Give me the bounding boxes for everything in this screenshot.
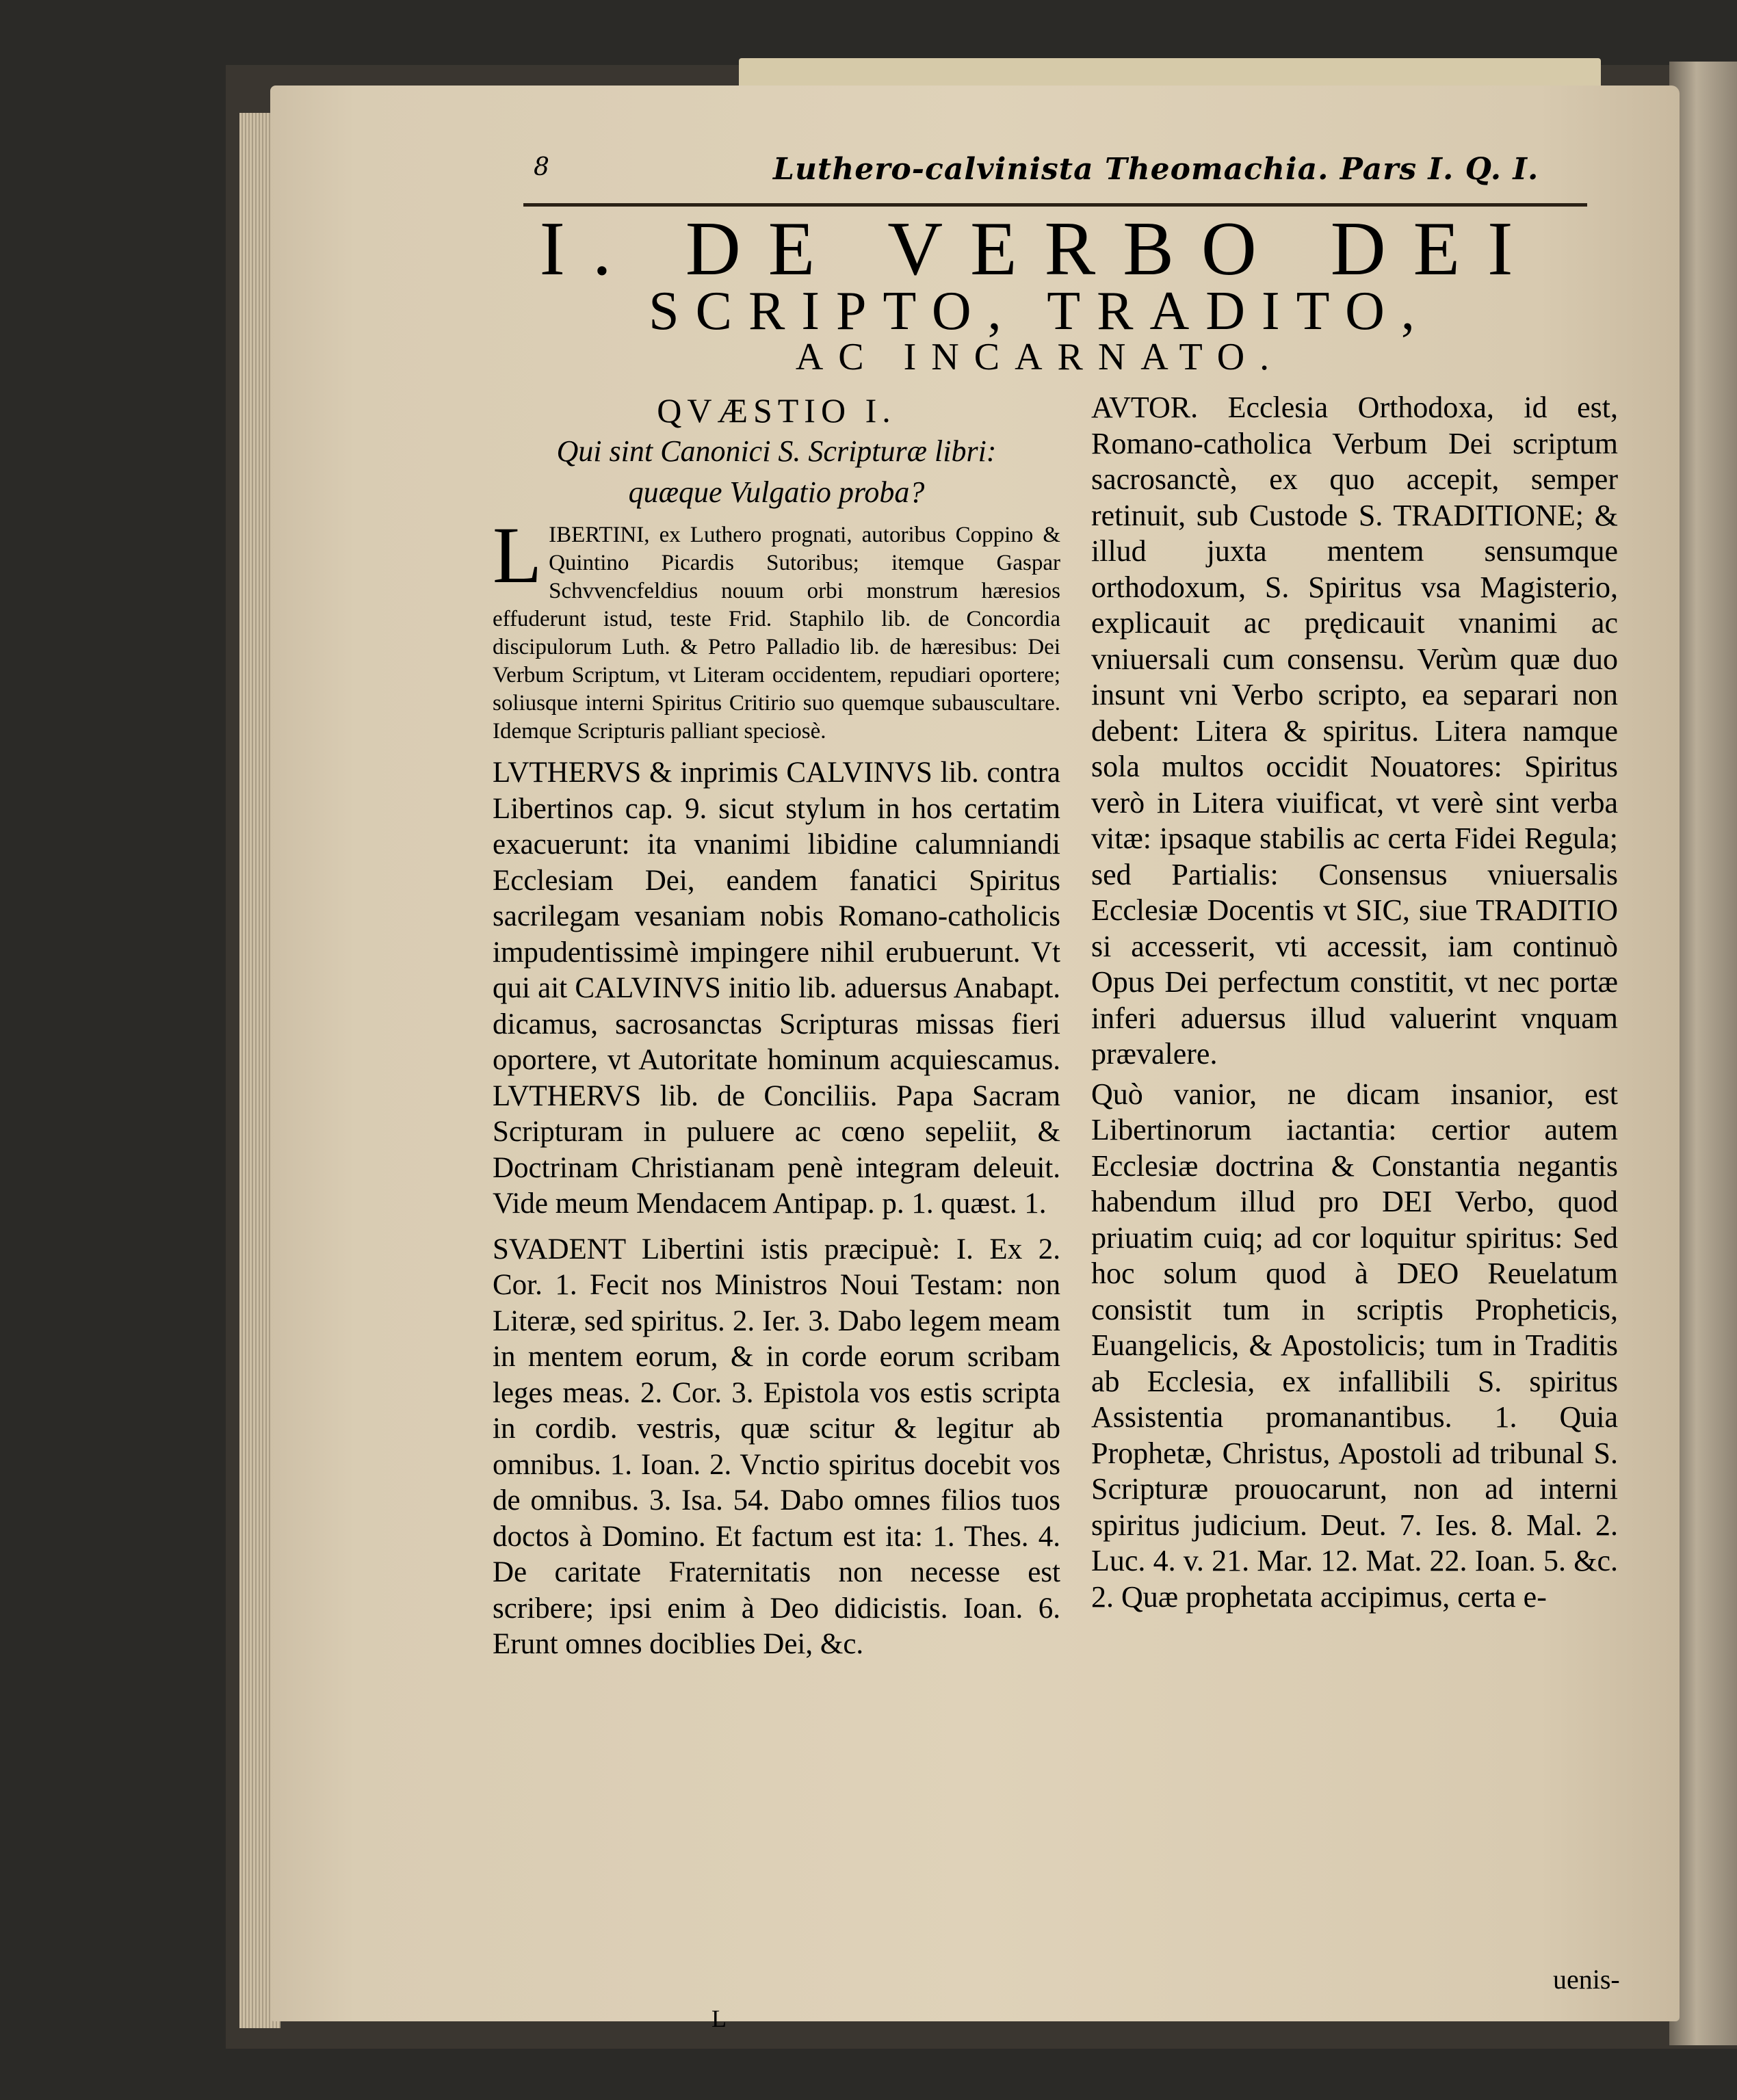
paragraph-quo-vanior: Quò vanior, ne dicam insanior, est Libertinorum iactantia: certior autem Ecclesiæ doctrina & Constantia negantis habendum illud pro DEI Verbo, quod priuatim cuiq; ad cor loquitur spiritus: Sed hoc solum quod à DEO Reuelatum consistit tum in scriptis Propheticis, Euangelicis, & Apostolicis; tum in Traditis ab Ecclesia, ex infallibili S. spiritus Assistentia promanantibus. 1. Quia Prophetæ, Christus, Apostoli ad tribunal S. Scripturæ prouocarunt, non ad interni spiritus judicium. Deut. 7. Ies. 8. Mal. 2. Luc. 4. v. 21. Mar. 12. Mat. 22. Ioan. 5. &c. 2. Quæ prophetata accipimus, certa e- (1091, 1077, 1618, 1614)
drop-cap: L (493, 510, 543, 600)
paragraph-lutherus: LVTHERVS & inprimis CALVINVS lib. contra Libertinos cap. 9. sicut stylum in hos certatim exacuerunt: ita vnanimi libidine calumniandi Ecclesiam Dei, eandem fanatici Spiritus sacrilegam vesaniam nobis Romano-catholicis impudentissimè impingere nihil erubuerunt. Vt qui ait CALVINVS initio lib. aduersus Anabapt. dicamus, sacrosanctas Scripturas missas fieri oportere, vt Autoritate hominum acquiescamus. LVTHERVS lib. de Conciliis. Papa Sacram Scripturam in puluere ac cœno sepeliit, & Doctrinam Christianam penè integram deleuit. Vide meum Mendacem Antipap. p. 1. quæst. 1. (493, 757, 1060, 1220)
paragraph-libertini (493, 510, 1060, 746)
page-number: 8 (534, 153, 549, 181)
chapter-title-line-3: AC INCARNATO. (795, 336, 1285, 378)
signature-mark: L (711, 2005, 727, 2032)
running-title: Luthero-calvinista Theomachia. Pars I. Q. I. (773, 152, 1539, 187)
paragraph-suadent: SVADENT Libertini istis præcipuè: I. Ex 2. Cor. 1. Fecit nos Ministros Noui Testam: non Literæ, sed spiritus. 2. Ier. 3. Dabo legem meam in mentem eorum, & in corde eorum scribam leges meas. 2. Cor. 3. Epistola vos estis scripta in cordib. vestris, quæ scitur & legitur ab omnibus. 1. Ioan. 2. Vnctio spiritus docebit vos de omnibus. 3. Isa. 54. Dabo omnes filios tuos doctos à Domino. Et factum est ita: 1. Thes. 4. De caritate Fraternitatis non necesse est scribere; ipsi enim à Deo didicistis. Ioan. 6. Erunt omnes dociblies Dei, &c. (493, 1233, 1060, 1660)
paragraph-libertini-text: IBERTINI, ex Luthero prognati, autoribus Coppino & Quintino Picardis Sutoribus; itemque Gaspar Schvvencfeldius nouum orbi monstrum hæresios effuderunt istud, teste Frid. Staphilo lib. de Concordia discipulorum Luth. & Petro Palladio lib. de hæresibus: Dei Verbum Scriptum, vt Literam occidentem, repudiari oportere; soliusque interni Spiritus Critirio suo quemque subauscultare. Idemque Scripturis palliant speciosè. (493, 523, 1060, 744)
running-head (534, 150, 1539, 192)
catchword: uenis- (1553, 1964, 1620, 1995)
question-subtitle-2: quæque Vulgatio proba? (628, 475, 925, 509)
chapter-title-line-1: I. DE VERBO DEI (539, 207, 1541, 291)
left-column (493, 390, 1060, 1663)
right-column (1091, 390, 1618, 1615)
question-subtitle-1: Qui sint Canonici S. Scripturæ libri: (556, 434, 997, 468)
chapter-title-line-2: SCRIPTO, TRADITO, (649, 281, 1431, 341)
question-heading: QVÆSTIO I. (657, 391, 896, 430)
paragraph-autor: AVTOR. Ecclesia Orthodoxa, id est, Romano-catholica Verbum Dei scriptum sacrosanctè, ex quo accepit, semper retinuit, sub Custode S. TRADITIONE; & illud juxta mentem sensumque orthodoxum, S. Spiritus vsa Magisterio, explicauit ac prędicauit vnanimi ac vniuersali cum consensu. Verùm quæ duo insunt vni Verbo scripto, ea separari non debent: Litera & spiritus. Litera namque sola multos occidit Nouatores: Spiritus verò in Litera viuificat, vt verè sint verba vitæ: ipsaque stabilis ac certa Fidei Regula; sed Partialis: Consensus vniuersalis Ecclesiæ Docentis vt SIC, siue TRADITIO si accesserit, vti accessit, iam continuò Opus Dei perfectum constitit, vt nec portæ inferi aduersus illud valuerint vnquam prævalere. (1091, 391, 1618, 1071)
